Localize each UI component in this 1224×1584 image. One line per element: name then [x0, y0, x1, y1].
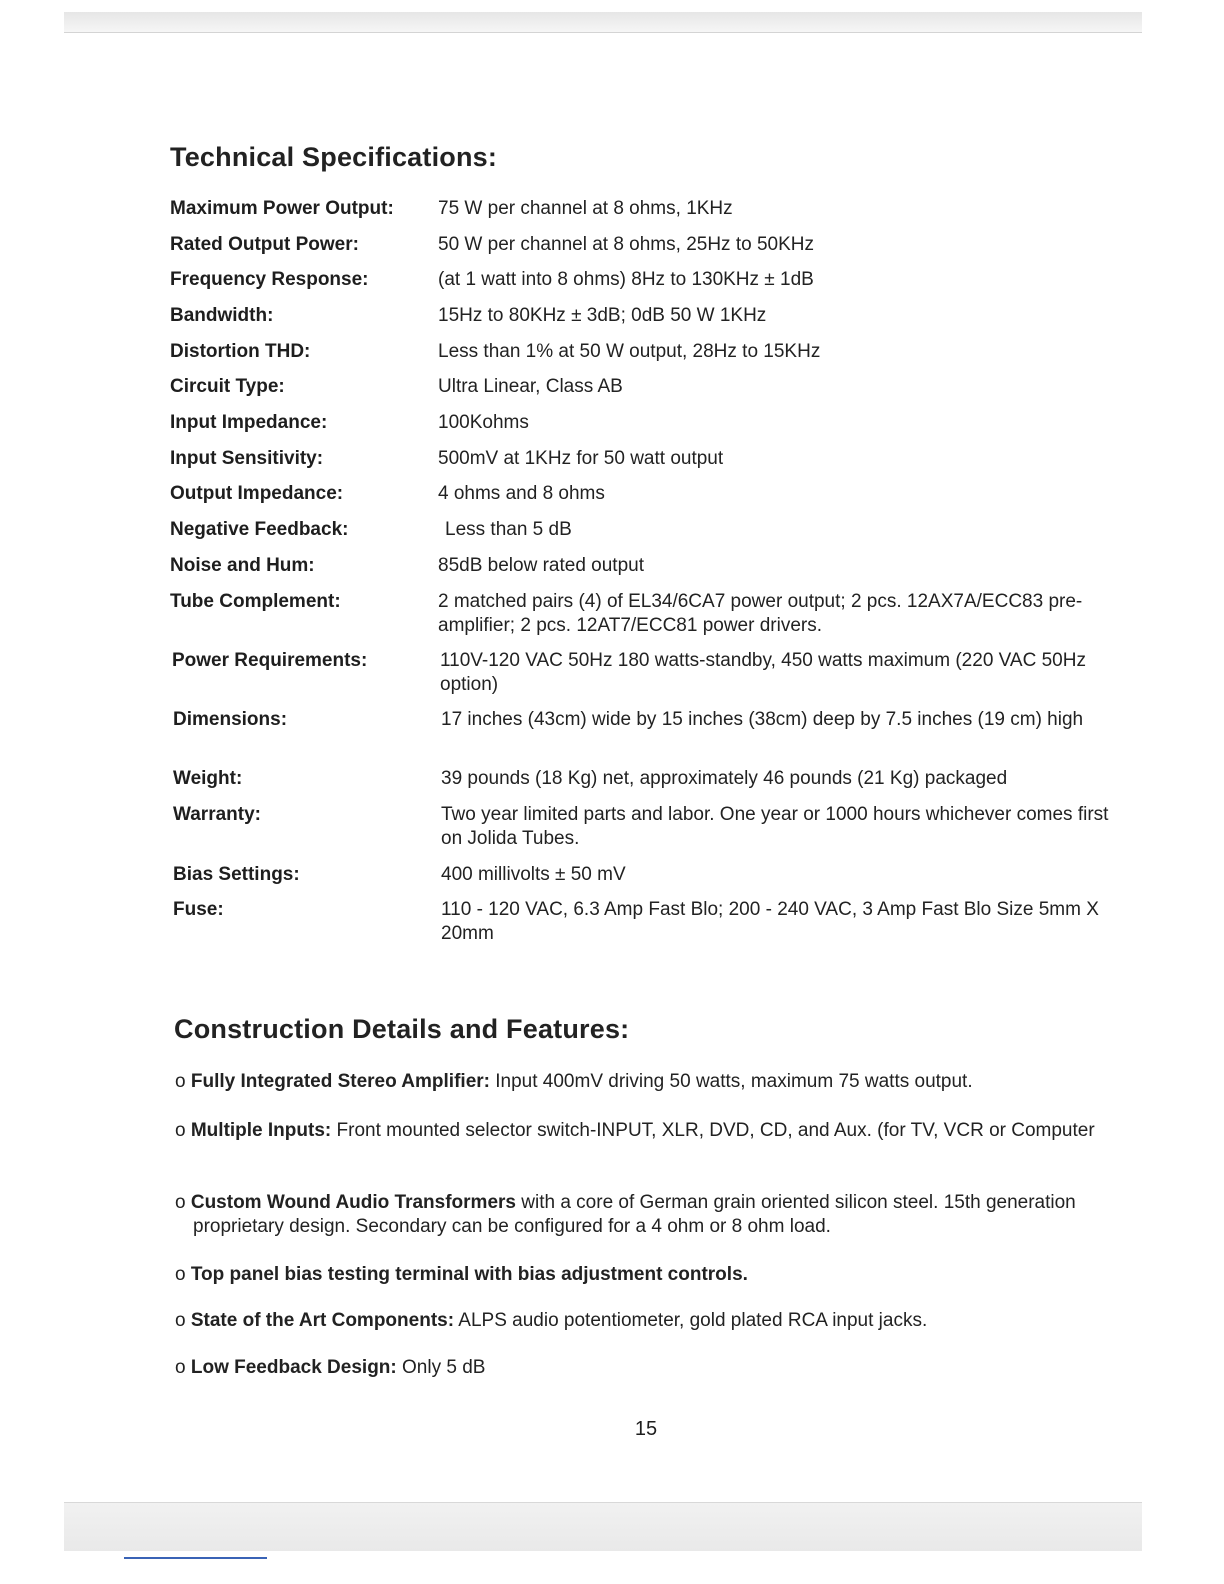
- spec-label: Tube Complement:: [170, 591, 341, 612]
- spec-value: 15Hz to 80KHz ± 3dB; 0dB 50 W 1KHz: [438, 305, 767, 326]
- spec-label: Bias Settings:: [173, 864, 300, 885]
- bullet: o: [175, 1310, 186, 1331]
- bullet: o: [175, 1071, 186, 1092]
- spec-label: Fuse:: [173, 899, 224, 920]
- feature-lead: Custom Wound Audio Transformers: [190, 1192, 516, 1213]
- feature-text: Front mounted selector switch-INPUT, XLR, DVD, CD, and Aux. (for TV, VCR or Computer: [331, 1120, 1095, 1141]
- spec-value: 110V-120 VAC 50Hz 180 watts-standby, 450 watts maximum (220 VAC 50Hz option): [440, 650, 1086, 695]
- spec-label: Maximum Power Output:: [170, 198, 394, 219]
- feature-lead: Top panel bias testing terminal with bias adjustment controls.: [190, 1264, 748, 1285]
- feature-item: [175, 1070, 1113, 1094]
- feature-text: Input 400mV driving 50 watts, maximum 75 watts output.: [489, 1071, 973, 1092]
- spec-label: Bandwidth:: [170, 305, 274, 326]
- spec-value: 110 - 120 VAC, 6.3 Amp Fast Blo; 200 - 240 VAC, 3 Amp Fast Blo Size 5mm X 20mm: [441, 899, 1099, 944]
- spec-label: Weight:: [173, 768, 243, 789]
- spec-label: Frequency Response:: [170, 269, 369, 290]
- feature-lead: Multiple Inputs:: [190, 1120, 332, 1141]
- feature-lead: Fully Integrated Stereo Amplifier:: [190, 1071, 490, 1092]
- page-number: 15: [634, 1418, 658, 1440]
- spec-value: Less than 5 dB: [445, 519, 572, 540]
- spec-value: Less than 1% at 50 W output, 28Hz to 15KHz: [438, 341, 821, 362]
- spec-value: 500mV at 1KHz for 50 watt output: [438, 448, 724, 469]
- bullet: o: [175, 1264, 186, 1285]
- spec-value: (at 1 watt into 8 ohms) 8Hz to 130KHz ± 1dB: [438, 269, 814, 290]
- spec-label: Output Impedance:: [170, 483, 344, 504]
- spec-value: 4 ohms and 8 ohms: [438, 483, 605, 504]
- bullet: o: [175, 1120, 186, 1141]
- feature-item: [175, 1309, 1113, 1333]
- spec-value: Two year limited parts and labor. One year or 1000 hours whichever comes first on Jolida Tubes.: [441, 804, 1109, 849]
- spec-label: Input Sensitivity:: [170, 448, 324, 469]
- spec-value: 85dB below rated output: [438, 555, 644, 576]
- spec-value: 17 inches (43cm) wide by 15 inches (38cm) deep by 7.5 inches (19 cm) high: [441, 709, 1084, 730]
- feature-item: [175, 1263, 1113, 1287]
- feature-text: Only 5 dB: [396, 1357, 486, 1378]
- spec-value: 50 W per channel at 8 ohms, 25Hz to 50KHz: [438, 234, 814, 255]
- scan-border-top: [64, 12, 1142, 33]
- spec-label: Noise and Hum:: [170, 555, 315, 576]
- feature-text: with a core of German grain oriented silicon steel. 15th generation proprietary design. Secondary can be configured for a 4 ohm or 8 ohm load.: [193, 1192, 1076, 1237]
- spec-label: Warranty:: [173, 804, 261, 825]
- spec-value: 400 millivolts ± 50 mV: [441, 864, 626, 885]
- bullet: o: [175, 1192, 186, 1213]
- spec-label: Input Impedance:: [170, 412, 328, 433]
- spec-label: Distortion THD:: [170, 341, 311, 362]
- feature-text: ALPS audio potentiometer, gold plated RCA input jacks.: [454, 1310, 928, 1331]
- spec-value: 75 W per channel at 8 ohms, 1KHz: [438, 198, 733, 219]
- spec-value: Ultra Linear, Class AB: [438, 376, 623, 397]
- feature-item: [175, 1119, 1113, 1143]
- feature-lead: State of the Art Components:: [190, 1310, 455, 1331]
- scan-underline: [124, 1557, 267, 1559]
- feature-lead: Low Feedback Design:: [190, 1357, 397, 1378]
- bullet: o: [175, 1357, 186, 1378]
- scan-border-bottom: [64, 1502, 1142, 1551]
- spec-label: Rated Output Power:: [170, 234, 359, 255]
- features-title: Construction Details and Features:: [174, 1014, 630, 1044]
- spec-value: 39 pounds (18 Kg) net, approximately 46 pounds (21 Kg) packaged: [441, 768, 1008, 789]
- feature-item: [175, 1191, 1113, 1239]
- spec-label: Circuit Type:: [170, 376, 285, 397]
- spec-label: Dimensions:: [173, 709, 288, 730]
- feature-item: [175, 1356, 1113, 1380]
- spec-value: 2 matched pairs (4) of EL34/6CA7 power output; 2 pcs. 12AX7A/ECC83 pre-amplifier; 2 pcs. 12AT7/ECC81 power drivers.: [438, 591, 1083, 636]
- specs-title: Technical Specifications:: [170, 142, 498, 172]
- spec-value: 100Kohms: [438, 412, 529, 433]
- spec-label: Negative Feedback:: [170, 519, 349, 540]
- spec-label: Power Requirements:: [172, 650, 368, 671]
